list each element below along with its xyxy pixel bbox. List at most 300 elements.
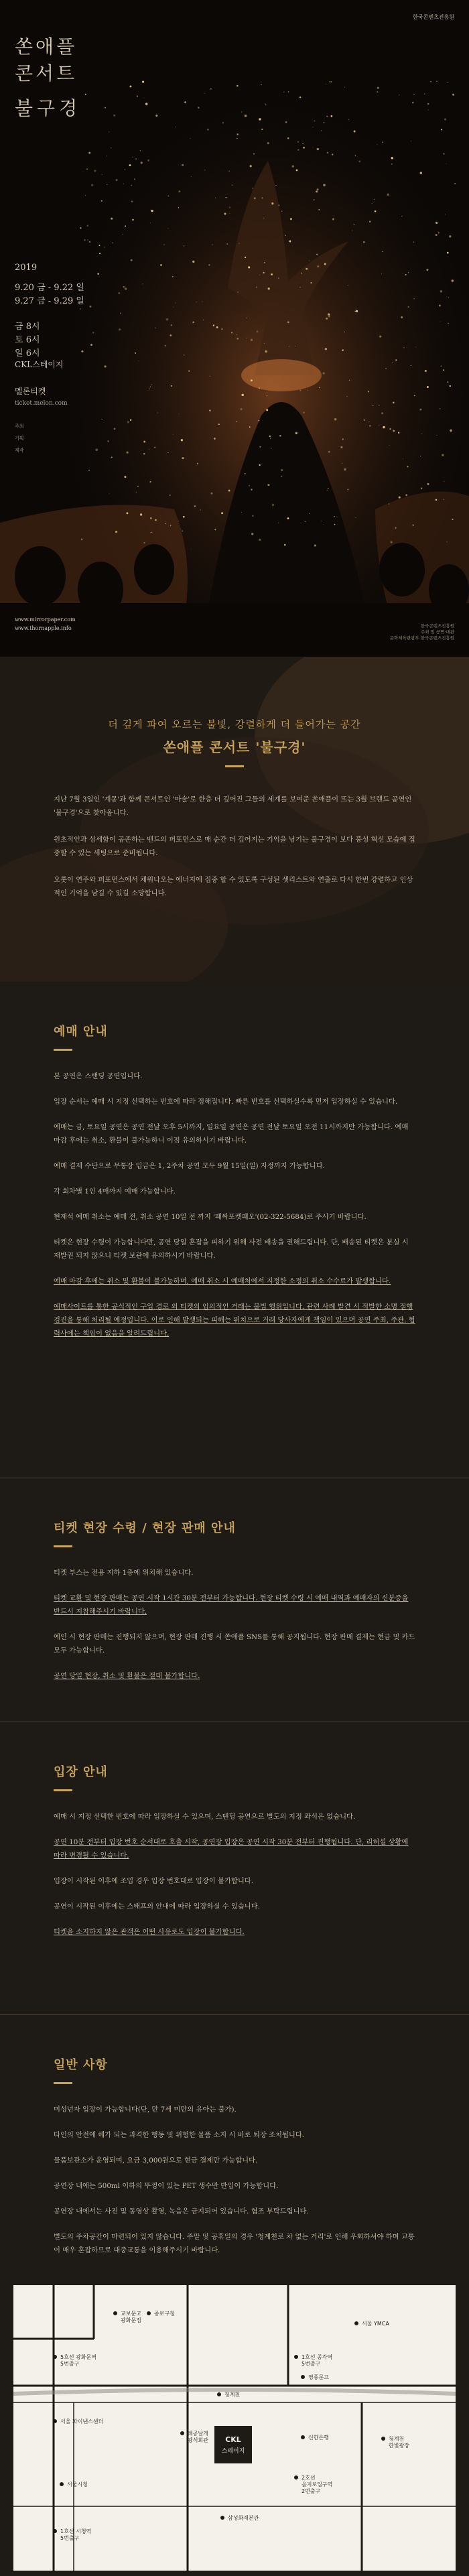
spark: [442, 454, 444, 456]
spark: [389, 445, 390, 446]
map-venue-sub: 스테이지: [221, 2448, 245, 2455]
spark: [250, 165, 252, 167]
spark: [440, 290, 443, 293]
poster-logo-bottom-1: 한국콘텐츠진흥원: [420, 623, 454, 629]
spark: [129, 85, 131, 87]
onsite-section: [0, 1478, 469, 1722]
spark: [405, 274, 407, 275]
intro-section: [0, 657, 469, 982]
booking-section: [0, 982, 469, 1478]
spark: [317, 188, 319, 190]
spark: [142, 81, 144, 83]
spark: [137, 96, 138, 97]
spark: [407, 466, 409, 467]
spark: [80, 227, 82, 229]
spark: [428, 110, 429, 111]
spark: [272, 504, 275, 507]
spark: [211, 493, 213, 495]
spark: [107, 440, 109, 442]
spark: [368, 391, 369, 392]
spark: [237, 133, 238, 135]
spark: [281, 210, 283, 212]
poster-logo-bottom: [390, 623, 454, 641]
spark: [407, 306, 409, 308]
spark: [290, 218, 292, 220]
spark: [257, 331, 259, 333]
spark: [182, 530, 183, 531]
spark: [178, 190, 180, 192]
spark: [424, 93, 425, 94]
spark: [236, 421, 237, 422]
spark: [221, 512, 223, 514]
map-label-jeongchi: 한빛광장: [389, 2443, 409, 2449]
spark: [446, 541, 448, 543]
spark: [436, 499, 438, 501]
map-marker-fiar: [53, 2419, 57, 2423]
spark: [450, 385, 452, 387]
spark: [252, 515, 254, 517]
spark: [173, 434, 174, 435]
spark: [224, 212, 226, 214]
spark: [356, 310, 358, 312]
spark: [305, 521, 306, 522]
spark: [192, 321, 194, 323]
spark: [309, 260, 310, 261]
spark: [131, 259, 133, 261]
spark: [130, 420, 131, 421]
map-marker-sel: [60, 2482, 64, 2486]
poster-ticket: [15, 385, 68, 456]
spark: [349, 380, 350, 381]
spark: [183, 516, 185, 518]
spark: [268, 287, 270, 289]
spark: [267, 484, 269, 486]
spark: [327, 152, 329, 154]
spark: [332, 153, 333, 155]
spark: [245, 115, 247, 117]
poster-link-1[interactable]: www.mirrorpaper.com: [15, 617, 76, 623]
info-item: 티켓 교환 및 현장 판매는 공연 시작 1시간 30분 전부터 가능합니다. 현장 티켓 수령 시 예매 내역과 예매자의 신분증을 반드시 지참해주시기 바랍니다.: [54, 1594, 409, 1616]
spark: [297, 141, 299, 143]
intro-paragraph-2: 원초적인과 섬세함이 공존하는 밴드의 퍼포먼스로 매 순간 더 깊어지는 기억을 남기는 불구경이 보다 풍성 혁신 모습에 집중할 수 있는 세팅으로 준비됩니다.: [54, 836, 415, 857]
spark: [140, 513, 142, 515]
map-label-ulgiro: 2번출구: [302, 2488, 321, 2494]
spark: [84, 239, 86, 241]
spark: [284, 544, 286, 546]
map-label-kwanmu: 광석회관: [188, 2437, 208, 2443]
spark: [436, 234, 438, 236]
poster-link-2[interactable]: www.thornapple.info: [15, 625, 72, 631]
intro-paragraph-1: 지난 7월 3일인 '계몽'과 함께 콘서트인 '마술'로 한층 더 깊어진 그들의 세계를 보여준 쏜애플이 또는 3월 브랜드 공연인 '불구경'으로 찾아옵니다.: [54, 795, 412, 817]
spark: [241, 512, 242, 513]
spark: [383, 426, 385, 428]
spark: [170, 495, 171, 496]
spark: [342, 349, 343, 350]
info-item: 티켓을 소지하지 않은 관객은 어떤 사유로도 입장이 불가합니다.: [54, 1928, 245, 1936]
spark: [454, 183, 456, 184]
spark: [163, 244, 164, 245]
poster-schedule: [15, 261, 84, 361]
spark: [325, 348, 327, 350]
spark: [421, 488, 422, 489]
spark: [83, 171, 84, 172]
spark: [436, 80, 438, 82]
spark: [207, 129, 209, 131]
spark: [281, 476, 283, 477]
spark: [105, 107, 106, 109]
map-label-young: 영풍문고: [308, 2374, 329, 2380]
spark: [425, 370, 427, 372]
spark: [439, 304, 441, 306]
spark: [267, 142, 269, 144]
spark: [318, 209, 320, 210]
onsite-list: [54, 1566, 415, 1683]
spark: [150, 517, 152, 519]
spark: [131, 200, 133, 202]
spark: [448, 323, 449, 324]
spark: [249, 485, 250, 487]
spark: [157, 412, 158, 413]
spark: [385, 368, 387, 369]
spark: [253, 153, 255, 155]
spark: [427, 103, 429, 105]
info-item: 별도의 주차공간이 마련되어 있지 않습니다. 주말 및 공휴일의 경우 '청계천로 차 없는 거리'로 인해 우회하셔야 하며 교통이 매우 혼잡하므로 대중교통을 이용해주시기 바랍니다.: [54, 2233, 415, 2254]
general-section: [0, 2015, 469, 2280]
map-marker-kwanmu: [180, 2431, 184, 2435]
intro-tagline: 더 깊게 파여 오르는 불빛, 강렬하게 더 들어가는 공간: [108, 718, 361, 730]
spark: [355, 155, 356, 156]
spark: [414, 395, 415, 397]
spark: [179, 413, 180, 414]
spark: [151, 210, 153, 212]
spark: [381, 412, 383, 414]
info-item: 예매 시 지정 선택한 번호에 따라 입장하실 수 있으며, 스탠딩 공연으로 별도의 지정 좌석은 없습니다.: [54, 1813, 356, 1821]
spark: [184, 101, 186, 103]
map-marker-ulgiro: [294, 2475, 298, 2480]
poster-ticket-label: 멜론티켓: [15, 387, 46, 396]
spark: [155, 328, 156, 329]
info-item: 티켓 부스는 전용 지하 1층에 위치해 있습니다.: [54, 1569, 194, 1577]
spark: [88, 152, 90, 154]
poster-year: 2019: [15, 263, 38, 273]
map-marker-stream: [217, 2392, 221, 2396]
spark: [237, 85, 238, 86]
spark: [287, 137, 289, 139]
spark: [401, 316, 403, 318]
map-marker-ymca: [354, 2321, 358, 2325]
spark: [99, 253, 100, 254]
spark: [166, 318, 169, 321]
spark: [323, 372, 325, 374]
spark: [314, 544, 316, 546]
spark: [228, 170, 230, 172]
spark: [81, 539, 83, 541]
spark: [329, 81, 330, 82]
spark: [275, 185, 276, 186]
map-marker-jongno: [147, 2311, 151, 2315]
spark: [369, 221, 371, 222]
map-label-jeongchi: 청계천: [389, 2436, 405, 2442]
spark: [124, 476, 126, 478]
spark: [405, 494, 407, 496]
spark: [151, 384, 152, 385]
spark: [150, 386, 151, 387]
info-item: 예매 결제 수단으로 무통장 입금은 1, 2주차 공연 모두 9월 15일(일) 자정까지 가능합니다.: [54, 1162, 325, 1170]
info-item: 예매사이트를 통한 공식적인 구입 경로 외 티켓의 임의적인 거래는 불법 행위입니다. 관련 사례 발견 시 적발한 소명 절행검진을 통해 처리될 예정입니다. 이로 인해 발생되는 피해는 위치으로 거래 당사자에게 책임이 있으며 공연 주최, 주관, 협력사에는 책임이 없음을 알려드립니다.: [54, 1303, 415, 1338]
info-item: 현재석 예매 취소는 예매 전, 취소 공연 10일 전 까지 '패싸포켓패오'(02-322-5684)로 주시기 바랍니다.: [54, 1213, 366, 1221]
spark: [317, 148, 319, 150]
map-label-kwanmu: 해공날개: [188, 2431, 208, 2437]
spark: [116, 179, 118, 181]
spark: [314, 120, 315, 121]
spark: [226, 197, 227, 198]
spark: [218, 424, 220, 425]
spark: [188, 370, 190, 371]
spark: [171, 385, 172, 387]
poster-ticket-url[interactable]: ticket.melon.com: [15, 400, 68, 407]
spark: [271, 273, 273, 275]
spark: [261, 129, 263, 130]
spark: [237, 138, 238, 139]
spark: [354, 131, 356, 133]
intro-paragraph-3: 오롯이 연주와 퍼포먼스에서 채워나오는 에너지에 집중 할 수 있도록 구성된 셋리스트와 연출로 다시 한번 강렬하고 인상적인 기억을 남길 수 있길 소망합니다.: [54, 876, 413, 897]
spark: [172, 276, 174, 277]
poster-credit-1: 주최: [15, 424, 24, 429]
map-label-kyobo: 교보문고: [121, 2311, 141, 2317]
spark: [241, 394, 244, 397]
spark: [285, 235, 286, 236]
spark: [444, 481, 445, 482]
spark: [393, 430, 395, 432]
spark: [126, 452, 128, 454]
spark: [395, 527, 397, 529]
spark: [403, 347, 405, 348]
spark: [259, 387, 260, 389]
info-item: 공연장 내에서는 사진 및 동영상 촬영, 녹음은 금지되어 있습니다. 협조 부탁드립니다.: [54, 2207, 309, 2215]
spark: [364, 420, 365, 421]
info-item: 공연이 시작된 이후에는 스태프의 안내에 따라 입장하실 수 있습니다.: [54, 1903, 260, 1911]
spark: [125, 225, 126, 227]
map-label-city1: 1호선 시청역: [60, 2528, 92, 2534]
spark: [281, 469, 283, 471]
spark: [89, 241, 90, 243]
spark: [368, 422, 370, 423]
spark: [155, 115, 157, 117]
map-label-st1: 1호선 종각역: [302, 2354, 333, 2360]
spark: [377, 87, 379, 89]
info-item: 공연장 내에는 500ml 이하의 뚜껑이 있는 PET 생수만 반입이 가능합니다.: [54, 2182, 279, 2190]
location-map: [0, 2280, 469, 2576]
map-marker-jeongchi: [381, 2437, 385, 2441]
spark: [168, 195, 169, 196]
spark: [447, 381, 448, 383]
spark: [131, 185, 132, 186]
spark: [334, 418, 336, 420]
spark: [143, 453, 145, 454]
spark: [344, 87, 345, 88]
spark: [222, 122, 224, 123]
spark: [285, 121, 287, 123]
map-marker-city1: [53, 2529, 57, 2533]
spark: [165, 345, 167, 347]
spark: [89, 306, 91, 308]
map-label-kyobo: 광화문점: [121, 2317, 141, 2323]
spark: [173, 307, 174, 308]
poster-time-3: 일 6시: [15, 348, 40, 359]
spark: [292, 166, 294, 168]
spark: [382, 141, 383, 143]
spark: [392, 362, 393, 363]
map-label-shinhan: 신한은행: [308, 2435, 329, 2441]
spark: [251, 533, 253, 535]
general-list: [54, 2103, 415, 2257]
poster-logo-top: 한국콘텐츠진흥원: [413, 14, 454, 20]
spark: [135, 352, 136, 354]
spark: [289, 241, 291, 243]
map-label-ulgiro: 을지로입구역: [302, 2482, 333, 2488]
spark: [310, 282, 312, 283]
spark: [150, 222, 151, 223]
spark: [427, 483, 429, 485]
spark: [452, 519, 453, 520]
spark: [192, 261, 194, 263]
spark: [214, 438, 216, 440]
spark: [259, 446, 261, 448]
spark: [259, 118, 261, 120]
spark: [391, 541, 393, 543]
spark: [237, 334, 238, 335]
spark: [191, 176, 192, 177]
spark: [181, 439, 183, 441]
spark: [449, 235, 451, 237]
entry-list: [54, 1810, 415, 1939]
spark: [301, 273, 302, 274]
spark: [391, 164, 393, 165]
info-item: 공연 10분 전부터 입장 번호 순서대로 호출 시작, 공연장 입장은 공연 시작 30분 전부터 진행됩니다. 단, 리허설 상황에 따라 변경될 수 있습니다.: [54, 1838, 409, 1860]
spark: [228, 490, 230, 492]
spark: [443, 369, 444, 371]
spark: [119, 328, 121, 330]
spark: [197, 463, 198, 464]
map-marker-young: [301, 2375, 305, 2379]
spark: [279, 435, 281, 437]
spark: [178, 207, 180, 208]
spark: [143, 542, 145, 543]
spark: [419, 409, 421, 411]
info-item: 예인 시 현장 판매는 진행되지 않으며, 현장 판매 진행 시 쏜애플 SNS를 통해 공지됩니다. 현장 판매 결제는 현금 및 카드 모두 가능합니다.: [54, 1633, 415, 1655]
info-item: 물품보관소가 운영되며, 요금 3,000원으로 현금 결제만 가능합니다.: [54, 2156, 258, 2165]
spark: [374, 199, 375, 200]
spark: [395, 359, 397, 361]
spark: [229, 213, 230, 214]
spark: [232, 184, 233, 186]
spark: [104, 365, 106, 367]
spark: [134, 178, 135, 180]
spark: [132, 219, 134, 221]
map-label-stream: 청계천: [224, 2392, 241, 2398]
info-item: 예매는 금, 토요일 공연은 공연 전날 오후 5시까지, 일요일 공연은 공연 전날 토요일 오전 11시까지만 가능합니다. 예매 마감 후에는 취소, 환불이 불가능하니 이점 유의하시기 바랍니다.: [54, 1123, 409, 1145]
info-item: 각 회차별 1인 4매까지 예매 가능합니다.: [54, 1187, 176, 1196]
spark: [265, 350, 267, 352]
spark: [120, 313, 121, 314]
poster-title: [15, 34, 77, 87]
spark: [372, 203, 373, 204]
spark: [111, 218, 113, 220]
spark: [109, 493, 110, 494]
spark: [270, 438, 271, 439]
info-item: 입장이 시작된 이후에 조입 경우 입장 번호대로 입장이 불가합니다.: [54, 1877, 254, 1885]
spark: [328, 451, 330, 453]
spark: [92, 332, 94, 334]
spark: [127, 512, 129, 514]
spark: [251, 339, 253, 341]
spark: [342, 438, 344, 440]
info-item: 입장 순서는 예매 시 지정 선택하는 번호에 따라 정해집니다. 빠른 번호를 선택하실수록 먼저 입장하실 수 있습니다.: [54, 1098, 398, 1106]
spark: [182, 457, 184, 459]
spark: [297, 149, 299, 151]
spark: [348, 285, 349, 286]
spark: [101, 174, 102, 175]
spark: [170, 334, 172, 336]
map-venue-label: CKL: [225, 2435, 241, 2444]
spark: [377, 91, 378, 92]
spark: [165, 523, 166, 525]
spark: [452, 94, 454, 96]
spark: [415, 346, 416, 347]
entry-title: 입장 안내: [54, 1765, 108, 1779]
spark: [441, 129, 442, 130]
spark: [354, 224, 355, 225]
info-item: 타인의 안전에 해가 되는 과격한 행동 및 위험한 물품 소지 시 바로 퇴장 조치됩니다.: [54, 2131, 305, 2139]
spark: [448, 297, 449, 298]
spark: [314, 199, 315, 200]
poster-title-line-2: 콘서트: [15, 62, 78, 84]
spark: [452, 279, 454, 281]
spark: [296, 170, 298, 172]
spark: [125, 169, 126, 170]
spark: [278, 204, 279, 206]
spark: [87, 239, 88, 240]
spark: [444, 119, 446, 121]
map-label-st5: 5번출구: [60, 2361, 80, 2367]
spark: [436, 222, 438, 224]
spark: [443, 153, 444, 154]
spark: [241, 408, 243, 410]
spark: [214, 529, 216, 530]
spark: [398, 432, 399, 434]
spark: [363, 241, 365, 243]
map-label-ulgiro: 2호선: [302, 2475, 316, 2481]
entry-divider: [54, 1789, 72, 1791]
spark: [111, 456, 113, 458]
spark: [443, 499, 444, 500]
spark: [328, 316, 330, 318]
spark: [90, 344, 92, 346]
spark: [190, 138, 191, 139]
spark: [141, 162, 143, 164]
spark: [306, 268, 308, 270]
poster-time-2: 토 6시: [15, 335, 40, 345]
poster-time-1: 금 8시: [15, 322, 40, 332]
map-label-ymca: 서울 YMCA: [362, 2321, 389, 2327]
spark: [129, 164, 131, 166]
spark: [408, 272, 409, 273]
map-label-jongno: 종로구청: [154, 2311, 175, 2317]
spark: [94, 170, 96, 172]
spark: [245, 257, 246, 258]
booking-list: [54, 1070, 415, 1340]
spark: [266, 409, 268, 411]
